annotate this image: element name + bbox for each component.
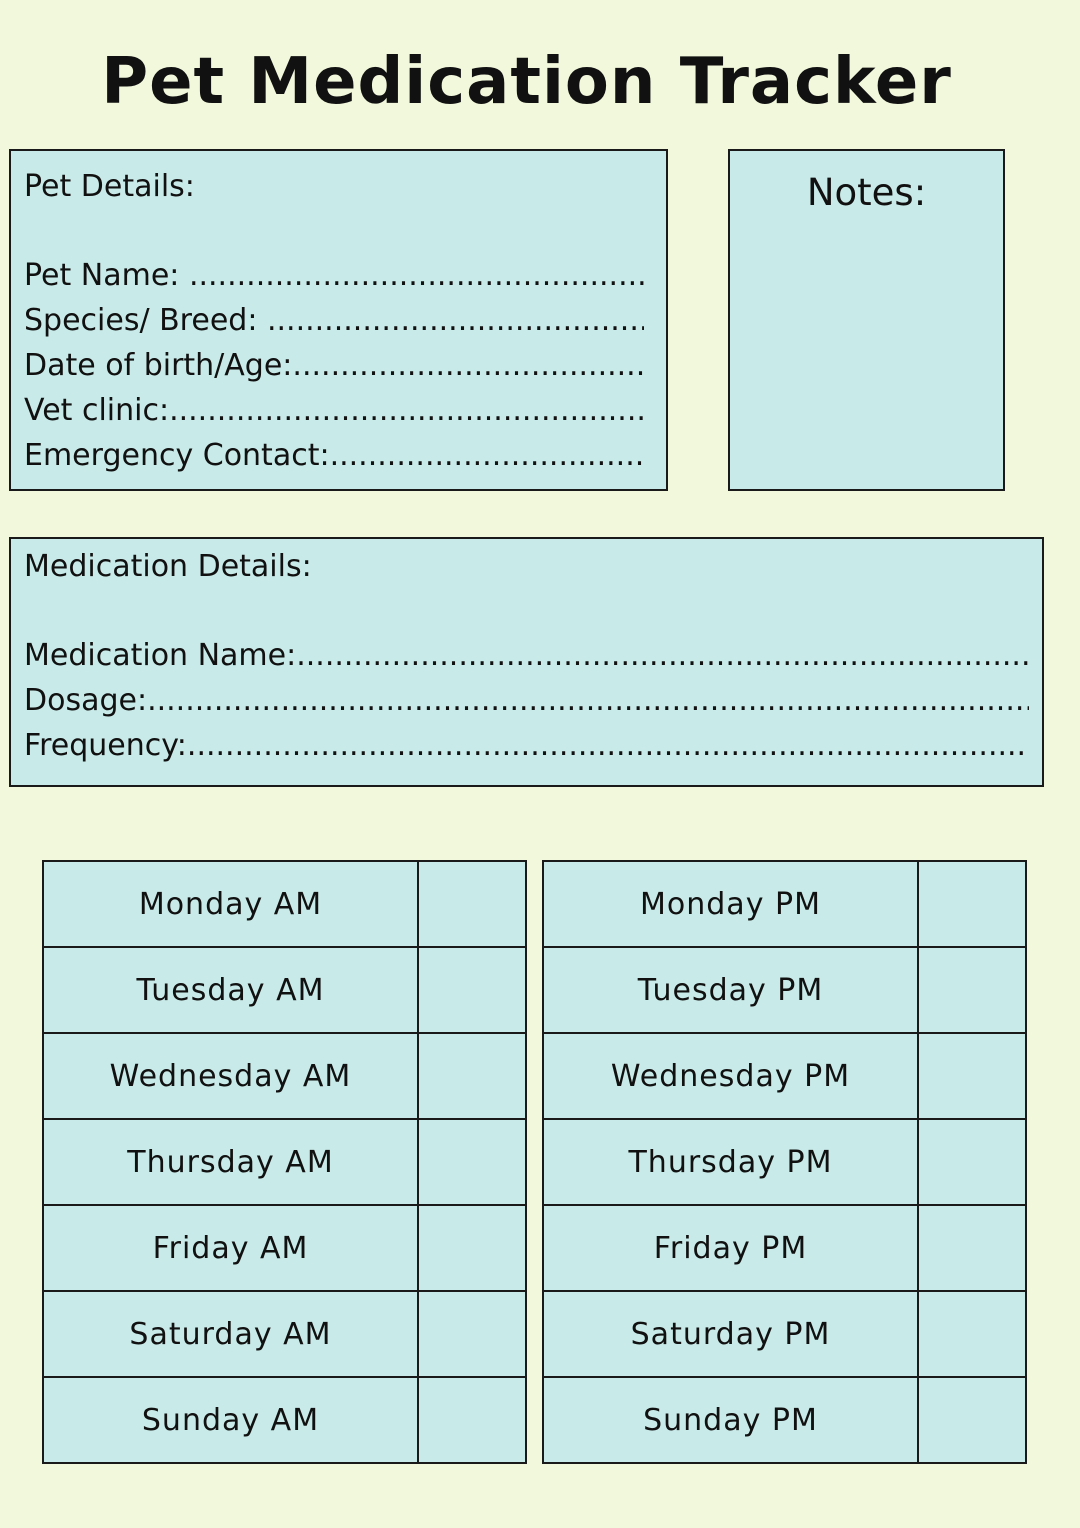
frequency-field[interactable] [24,728,1029,764]
day-label: Tuesday PM [543,947,918,1033]
day-label: Friday AM [43,1205,418,1291]
am-schedule-table [42,860,527,1464]
species-breed-field[interactable] [24,303,644,339]
check-box[interactable] [918,1377,1026,1463]
table-row [43,947,526,1033]
notes-heading: Notes: [806,171,927,214]
dosage-field[interactable] [24,683,1029,719]
notes-section[interactable] [728,149,1005,491]
dosage-label: Dosage: [24,683,148,718]
check-box[interactable] [918,1119,1026,1205]
table-row [43,1205,526,1291]
check-box[interactable] [918,1205,1026,1291]
pet-name-line [189,258,644,293]
species-breed-label: Species/ Breed: [24,303,267,338]
table-row [543,1119,1026,1205]
species-breed-line [267,303,644,338]
pet-name-field[interactable] [24,258,644,294]
day-label: Sunday PM [543,1377,918,1463]
check-box[interactable] [418,1205,526,1291]
day-label: Monday AM [43,861,418,947]
medication-details-section [9,537,1044,787]
check-box[interactable] [918,861,1026,947]
day-label: Wednesday AM [43,1033,418,1119]
check-box[interactable] [918,1291,1026,1377]
vet-clinic-field[interactable] [24,393,644,429]
pet-details-heading: Pet Details: [24,169,195,204]
table-row [543,1377,1026,1463]
vet-clinic-line [169,393,644,428]
birth-age-label: Date of birth/Age: [24,348,293,383]
day-label: Monday PM [543,861,918,947]
table-row [43,1377,526,1463]
pet-name-label: Pet Name: [24,258,189,293]
check-box[interactable] [418,1119,526,1205]
medication-details-heading: Medication Details: [24,549,312,584]
pet-details-section [9,149,668,491]
table-row [543,1205,1026,1291]
medication-name-label: Medication Name: [24,638,297,673]
medication-name-line [296,638,1029,673]
table-row [43,1033,526,1119]
check-box[interactable] [418,861,526,947]
table-row [43,1119,526,1205]
check-box[interactable] [418,1377,526,1463]
day-label: Saturday PM [543,1291,918,1377]
birth-age-line [292,348,644,383]
table-row [543,1291,1026,1377]
frequency-line [187,728,1029,763]
emergency-contact-line [330,438,644,473]
day-label: Friday PM [543,1205,918,1291]
medication-name-field[interactable] [24,638,1029,674]
dosage-line [147,683,1029,718]
check-box[interactable] [918,947,1026,1033]
check-box[interactable] [918,1033,1026,1119]
table-row [543,861,1026,947]
day-label: Tuesday AM [43,947,418,1033]
page-title: Pet Medication Tracker [101,45,952,119]
table-row [43,861,526,947]
check-box[interactable] [418,1033,526,1119]
emergency-contact-label: Emergency Contact: [24,438,330,473]
emergency-contact-field[interactable] [24,438,644,474]
check-box[interactable] [418,947,526,1033]
day-label: Thursday AM [43,1119,418,1205]
vet-clinic-label: Vet clinic: [24,393,170,428]
table-row [543,947,1026,1033]
day-label: Thursday PM [543,1119,918,1205]
birth-age-field[interactable] [24,348,644,384]
check-box[interactable] [418,1291,526,1377]
table-row [543,1033,1026,1119]
day-label: Wednesday PM [543,1033,918,1119]
table-row [43,1291,526,1377]
pm-schedule-table [542,860,1027,1464]
frequency-label: Frequency: [24,728,187,763]
day-label: Sunday AM [43,1377,418,1463]
day-label: Saturday AM [43,1291,418,1377]
